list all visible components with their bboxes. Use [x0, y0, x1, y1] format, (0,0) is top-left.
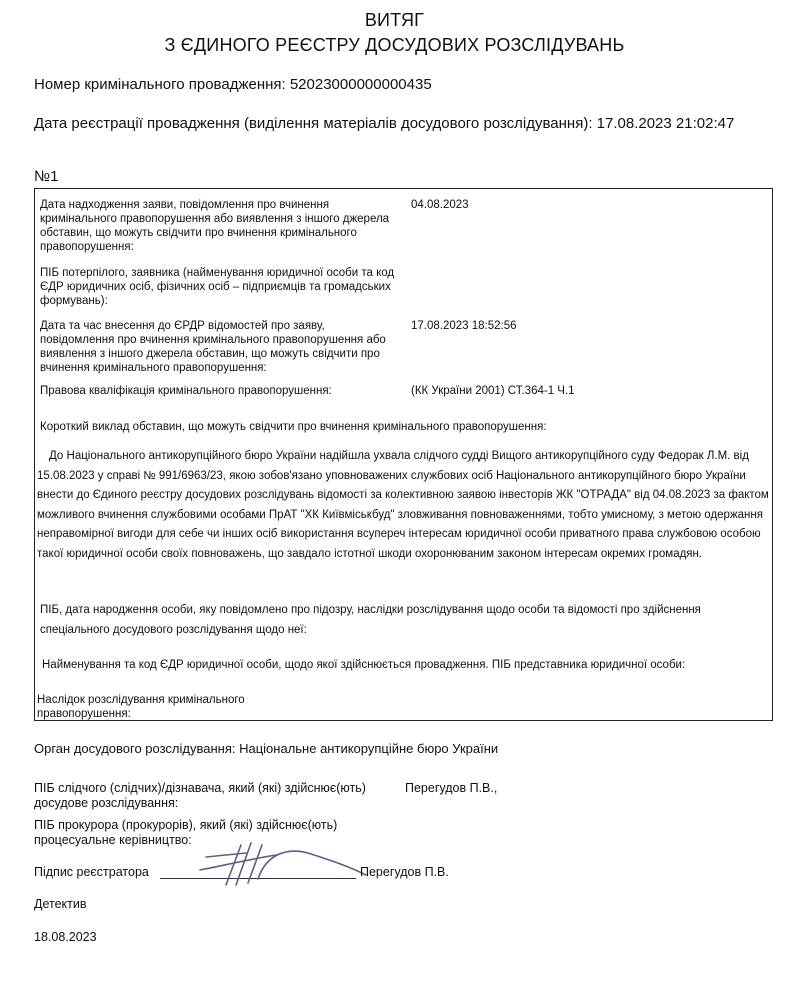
proceeding-number: Номер кримінального провадження: 52023000000000435: [34, 76, 432, 93]
registrar-name: Перегудов П.В.: [360, 865, 449, 879]
row-label-received-date: Дата надходження заяви, повідомлення про вчинення кримінального правопорушення або виявлення з іншого джерела обставин, що можуть свідчити про вчинення кримінального правопорушення:: [40, 199, 390, 253]
record-box: [34, 188, 773, 721]
document-date: 18.08.2023: [34, 930, 97, 944]
document-title: ВИТЯГ: [364, 10, 425, 30]
investigator-label: ПІБ слідчого (слідчих)/дізнавача, який (які) здійснює(ють) досудове розслідування:: [34, 781, 366, 810]
record-index: №1: [34, 168, 59, 185]
summary-text: До Національного антикорупційного бюро України надійшла ухвала слідчого судді Вищого антикорупційного суду Федорак Л.М. від 15.08.2023 у справі № 991/6963/23, якою зобов'язано уповноважених службових осіб Національного антикорупційного бюро України внести до Єдиного реєстру досудових розслідувань відомості за колективною заявою інвесторів ЖК "ОТРАДА" від 04.08.2023 за фактом можливого вчинення службовими особами ПрАТ "ХК Київміськбуд" зловживання повноваженнями, тобто умисному, з метою одержання неправомірної вигоди для себе чи інших осіб використання всупереч інтересам юридичної особи приватного права службовою особою такої юридичної особи своїх повноважень, що завдало істотної шкоди охоронюваним законом інтересам окремих громадян.: [37, 450, 769, 560]
registrar-label: Підпис реєстратора: [34, 865, 149, 879]
handwritten-signature: [196, 835, 376, 895]
summary-label: Короткий виклад обставин, що можуть свідчити про вчинення кримінального правопорушення:: [40, 421, 547, 433]
row-value-entry-datetime: 17.08.2023 18:52:56: [411, 320, 517, 332]
registration-date: Дата реєстрації провадження (виділення матеріалів досудового розслідування): 17.08.2023 21:02:47: [34, 115, 735, 132]
row-label-entry-datetime: Дата та час внесення до ЄРДР відомостей про заяву, повідомлення про вчинення кримінального правопорушення або виявлення з іншого джерела обставин, що можуть свідчити про вчинення кримінального правопорушення:: [40, 320, 386, 374]
row-value-qualification: (КК України 2001) СТ.364-1 Ч.1: [411, 385, 575, 397]
investigator-value: Перегудов П.В.,: [405, 781, 498, 795]
row-value-received-date: 04.08.2023: [411, 199, 469, 211]
document-subtitle: З ЄДИНОГО РЕЄСТРУ ДОСУДОВИХ РОЗСЛІДУВАНЬ: [164, 35, 625, 55]
prosecutor-label: ПІБ прокурора (прокурорів), який (які) здійснює(ють) процесуальне керівництво:: [34, 818, 338, 847]
legal-entity-label: Найменування та код ЄДР юридичної особи, щодо якої здійснюється провадження. ПІБ представника юридичної особи:: [42, 659, 686, 671]
row-label-victim: ПІБ потерпілого, заявника (найменування юридичної особи та код ЄДР юридичних осіб, фізичних осіб – підприємців та громадських формувань):: [40, 267, 395, 307]
suspect-label: ПІБ, дата народження особи, яку повідомлено про підозру, наслідки розслідування щодо особи та відомості про здійснення спеціального досудового розслідування щодо неї:: [40, 604, 701, 636]
row-label-qualification: Правова кваліфікація кримінального правопорушення:: [40, 385, 332, 397]
unit-label: Детектив: [34, 897, 87, 911]
result-label: Наслідок розслідування кримінального правопорушення:: [37, 694, 245, 720]
investigation-organ: Орган досудового розслідування: Національне антикорупційне бюро України: [34, 741, 499, 756]
